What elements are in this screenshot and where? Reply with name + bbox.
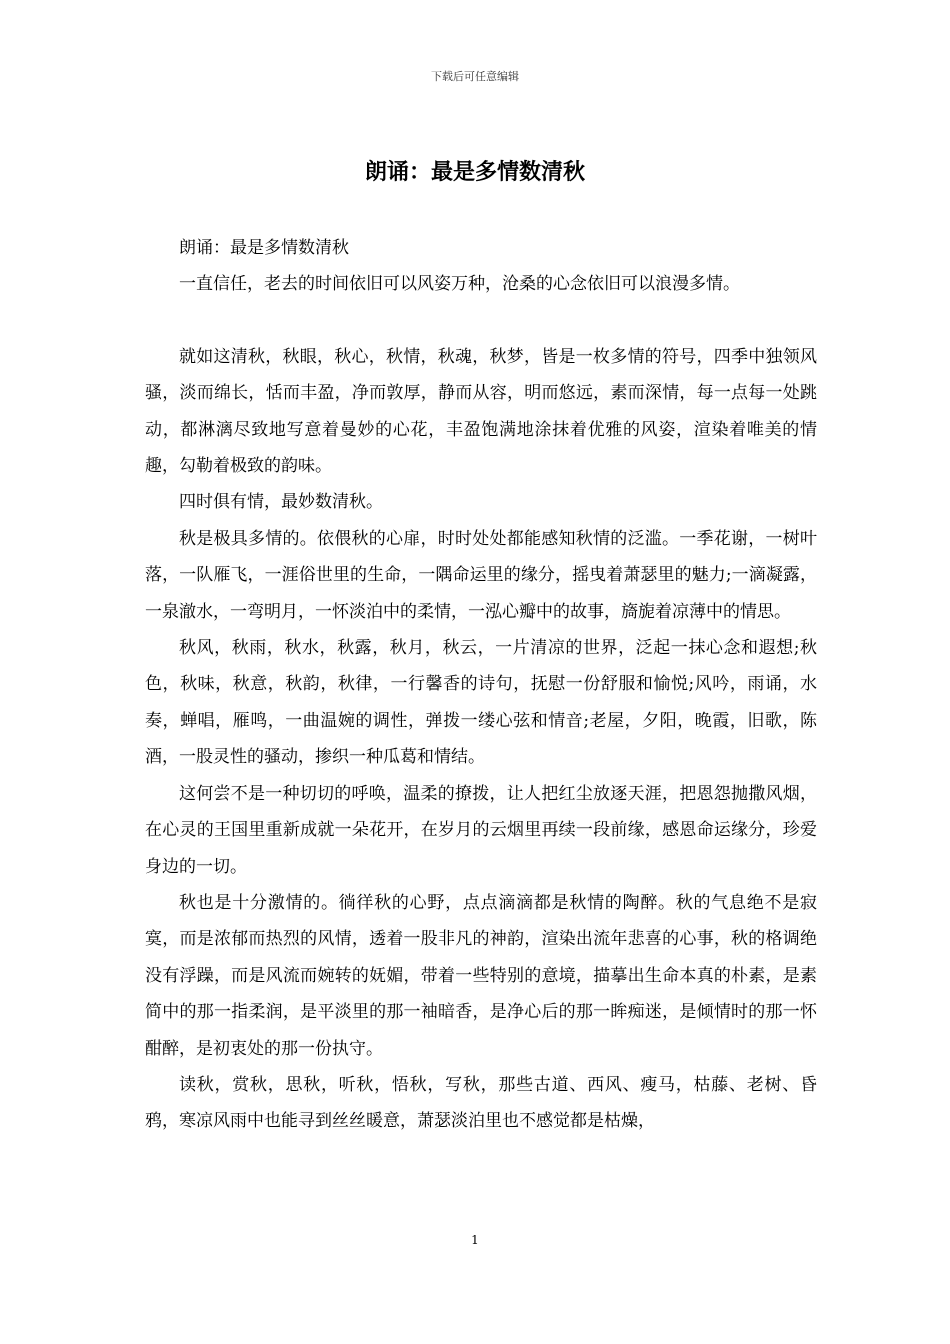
- document-body: [145, 230, 817, 1140]
- paragraph: 读秋，赏秋，思秋，听秋，悟秋，写秋，那些古道、西风、瘦马，枯藤、老树、昏鸦，寒凉风雨中也能寻到丝丝暖意，萧瑟淡泊里也不感觉都是枯燥，: [145, 1074, 817, 1132]
- paragraph: 朗诵：最是多情数清秋: [179, 238, 349, 258]
- paragraph: 这何尝不是一种切切的呼唤，温柔的撩拨，让人把红尘放逐天涯，把恩怨抛撒风烟，在心灵的王国里重新成就一朵花开，在岁月的云烟里再续一段前缘，感恩命运缘分，珍爱身边的一切。: [145, 783, 817, 877]
- paragraph: 秋风，秋雨，秋水，秋露，秋月，秋云，一片清凉的世界，泛起一抹心念和遐想;秋色，秋味，秋意，秋韵，秋律，一行馨香的诗句，抚慰一份舒服和愉悦;风吟，雨诵，水奏，蝉唱，雁鸣，一曲温婉的调性，弹拨一缕心弦和情音;老屋，夕阳，晚霞，旧歌，陈酒，一股灵性的骚动，掺织一种瓜葛和情结。: [145, 638, 817, 768]
- paragraph: 四时俱有情，最妙数清秋。: [179, 492, 383, 513]
- paragraph: 秋也是十分激情的。徜徉秋的心野，点点滴滴都是秋情的陶醉。秋的气息绝不是寂寞，而是浓郁而热烈的风情，透着一股非凡的神韵，渲染出流年悲喜的心事，秋的格调绝没有浮躁，而是风流而婉转的妩媚，带着一些特别的意境，描摹出生命本真的朴素，是素简中的那一指柔润，是平淡里的那一袖暗香，是净心后的那一眸痴迷，是倾情时的那一怀酣醉，是初衷处的那一份执守。: [145, 892, 817, 1059]
- document-title: 朗诵：最是多情数清秋: [364, 159, 585, 185]
- paragraph: 秋是极具多情的。依偎秋的心扉，时时处处都能感知秋情的泛滥。一季花谢，一树叶落，一队雁飞，一涯俗世里的生命，一隅命运里的缘分，摇曳着萧瑟里的魅力;一滴凝露，一泉澈水，一弯明月，一怀淡泊中的柔情，一泓心瓣中的故事，旖旎着凉薄中的情思。: [145, 528, 817, 622]
- page-header: 下载后可任意编辑: [431, 70, 519, 83]
- paragraph: 就如这清秋，秋眼，秋心，秋情，秋魂，秋梦，皆是一枚多情的符号，四季中独领风骚，淡而绵长，恬而丰盈，净而敦厚，静而从容，明而悠远，素而深情，每一点每一处跳动，都淋漓尽致地写意着曼妙的心花，丰盈饱满地涂抹着优雅的风姿，渲染着唯美的情趣，勾勒着极致的韵味。: [145, 346, 817, 477]
- paragraph: 一直信任，老去的时间依旧可以风姿万种，沧桑的心念依旧可以浪漫多情。: [179, 274, 740, 295]
- page-number: 1: [471, 1233, 479, 1247]
